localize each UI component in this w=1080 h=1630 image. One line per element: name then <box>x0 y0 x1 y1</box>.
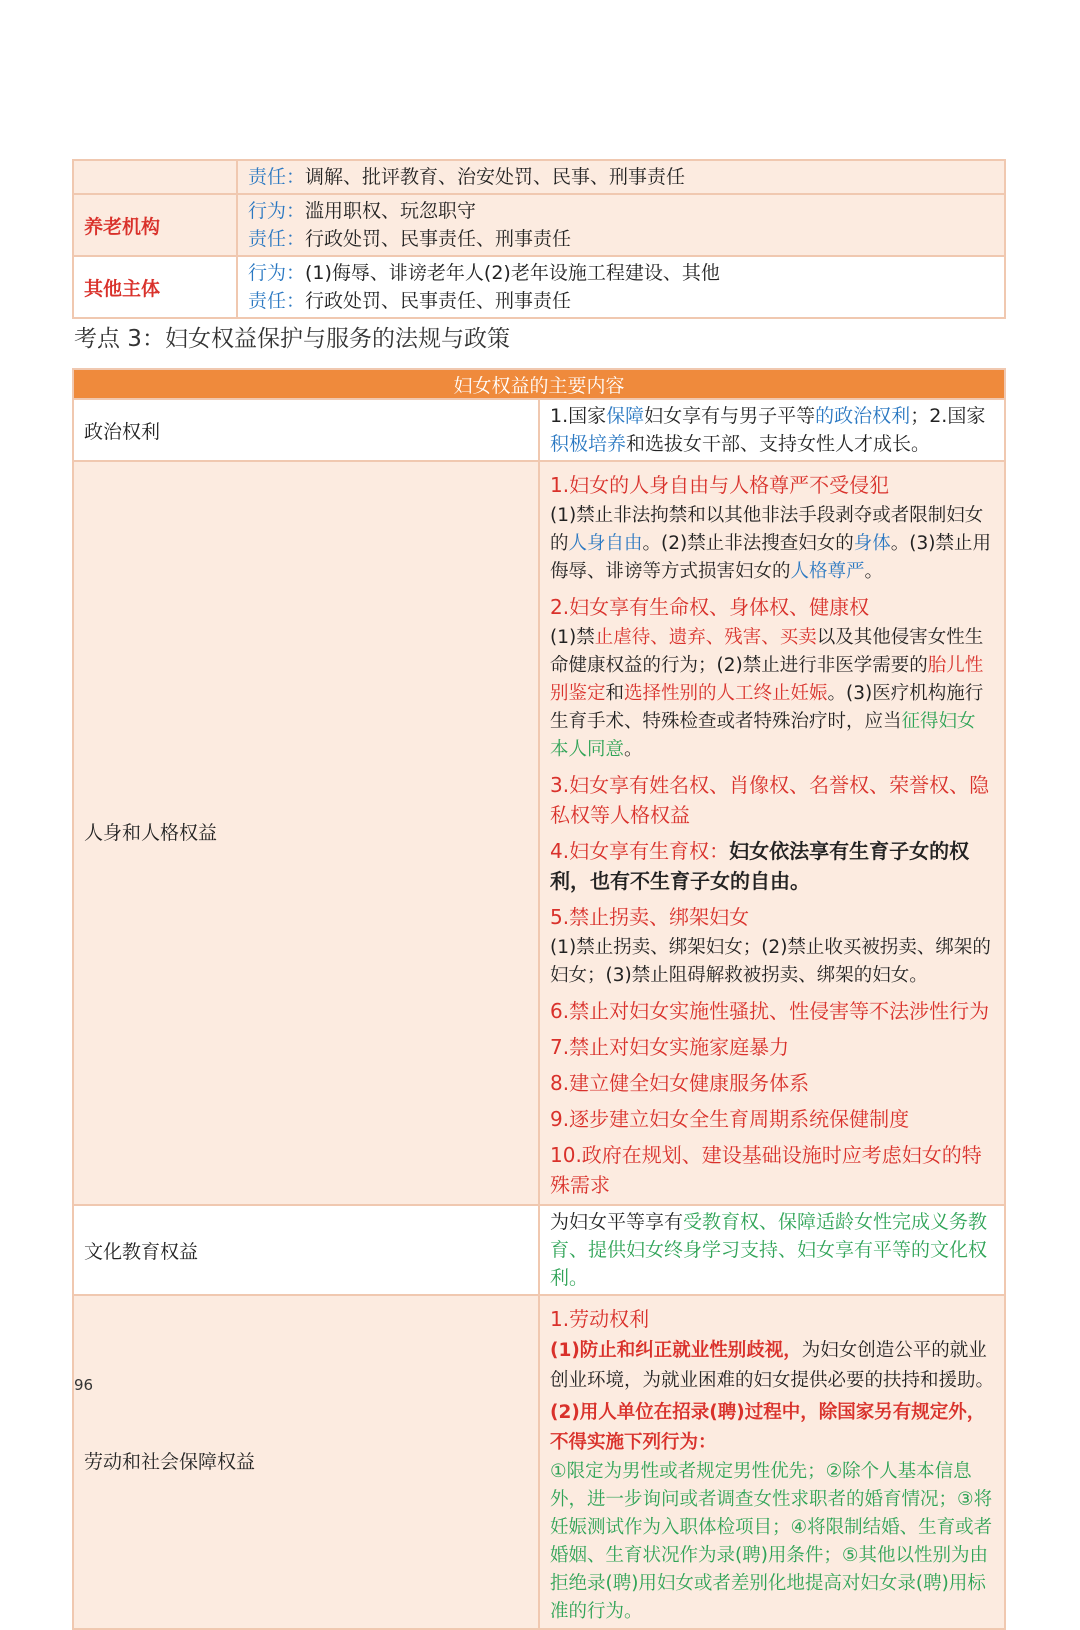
row-content <box>237 194 1005 256</box>
text: 1.国家 <box>550 405 607 427</box>
resp-text: 调解、批评教育、治安处罚、民事、刑事责任 <box>305 166 686 188</box>
row-content <box>237 160 1005 194</box>
row-content <box>539 399 1005 461</box>
table-row <box>73 399 1005 461</box>
resp-label: 责任： <box>248 290 306 312</box>
item-body: (2)用人单位在招录(聘)过程中，除国家另有规定外，不得实施下列行为： <box>550 1402 986 1453</box>
section-title: 考点 3：妇女权益保护与服务的法规与政策 <box>74 326 510 352</box>
item-heading: 6.禁止对妇女实施性骚扰、性侵害等不法涉性行为 <box>550 999 990 1023</box>
item-heading: 1.劳动权利 <box>550 1307 650 1331</box>
resp-label: 责任： <box>248 228 306 250</box>
act-label: 行为： <box>248 200 306 222</box>
text: 积极培养 <box>550 433 627 455</box>
row-label <box>73 160 237 194</box>
resp-label: 责任： <box>248 166 306 188</box>
table-header-row <box>73 369 1005 399</box>
responsibility-table <box>72 159 1006 319</box>
row-label: 劳动和社会保障权益 <box>73 1295 539 1629</box>
item-heading: 10.政府在规划、建设基础设施时应考虑妇女的特殊需求 <box>550 1143 982 1197</box>
resp-text: 行政处罚、民事责任、刑事责任 <box>305 228 572 250</box>
item-body: (1)禁止虐待、遗弃、残害、买卖以及其他侵害女性生命健康权益的行为；(2)禁止进行非医学需要的胎儿性别鉴定和选择性别的人工终止妊娠。(3)医疗机构施行生育手术、特殊检查或者特殊治疗时，应当征得妇女本人同意。 <box>550 627 984 760</box>
item-heading: 7.禁止对妇女实施家庭暴力 <box>550 1035 790 1059</box>
item-body: (1)防止和纠正就业性别歧视，为妇女创造公平的就业创业环境，为就业困难的妇女提供必要的扶持和援助。 <box>550 1340 995 1391</box>
item-heading: 1.妇女的人身自由与人格尊严不受侵犯 <box>550 473 890 497</box>
row-label: 文化教育权益 <box>73 1205 539 1295</box>
resp-text: 行政处罚、民事责任、刑事责任 <box>305 290 572 312</box>
row-content <box>237 256 1005 318</box>
text: 受教育权、保障适龄女性完成义务教育、提供妇女终身学习支持、妇女享有平等的文化权利。 <box>550 1211 988 1289</box>
text: 妇女享有与男子平等 <box>644 405 816 427</box>
row-label: 其他主体 <box>73 256 237 318</box>
row-label: 政治权利 <box>73 399 539 461</box>
table-row <box>73 160 1005 194</box>
table-row <box>73 194 1005 256</box>
item-body: (1)禁止拐卖、绑架妇女；(2)禁止收买被拐卖、绑架的妇女；(3)禁止阻碍解救被拐卖、绑架的妇女。 <box>550 937 991 986</box>
text: ；2.国家 <box>910 405 986 427</box>
act-label: 行为： <box>248 262 306 284</box>
table-row <box>73 461 1005 1205</box>
row-content <box>539 1205 1005 1295</box>
item-heading: 4.妇女享有生育权：妇女依法享有生育子女的权利，也有不生育子女的自由。 <box>550 839 970 893</box>
table-row <box>73 1295 1005 1629</box>
act-text: 滥用职权、玩忽职守 <box>305 200 477 222</box>
item-heading: 2.妇女享有生命权、身体权、健康权 <box>550 595 870 619</box>
item-heading: 8.建立健全妇女健康服务体系 <box>550 1071 810 1095</box>
item-heading: 5.禁止拐卖、绑架妇女 <box>550 905 750 929</box>
text: 和选拔女干部、支持女性人才成长。 <box>626 433 931 455</box>
item-body: ①限定为男性或者规定男性优先；②除个人基本信息外，进一步询问或者调查女性求职者的婚育情况；③将妊娠测试作为入职体检项目；④将限制结婚、生育或者婚姻、生育状况作为录(聘)用条件；⑤其他以性别为由拒绝录(聘)用妇女或者差别化地提高对妇女录(聘)用标准的行为。 <box>550 1461 993 1622</box>
womens-rights-table <box>72 368 1006 1630</box>
text: 的政治权利 <box>815 405 911 427</box>
item-heading: 9.逐步建立妇女全生育周期系统保健制度 <box>550 1107 910 1131</box>
page-number: 96 <box>74 1376 94 1394</box>
act-text: (1)侮辱、诽谤老年人(2)老年设施工程建设、其他 <box>305 262 720 284</box>
table-header: 妇女权益的主要内容 <box>73 369 1005 399</box>
text: 为妇女平等享有 <box>550 1211 684 1233</box>
row-content <box>539 1295 1005 1629</box>
table-row <box>73 1205 1005 1295</box>
table-row <box>73 256 1005 318</box>
row-label: 养老机构 <box>73 194 237 256</box>
row-content <box>539 461 1005 1205</box>
item-heading: 3.妇女享有姓名权、肖像权、名誉权、荣誉权、隐私权等人格权益 <box>550 773 990 827</box>
text: 保障 <box>606 405 645 427</box>
row-label: 人身和人格权益 <box>73 461 539 1205</box>
item-body: (1)禁止非法拘禁和以其他非法手段剥夺或者限制妇女的人身自由。(2)禁止非法搜查妇女的身体。(3)禁止用侮辱、诽谤等方式损害妇女的人格尊严。 <box>550 505 991 582</box>
